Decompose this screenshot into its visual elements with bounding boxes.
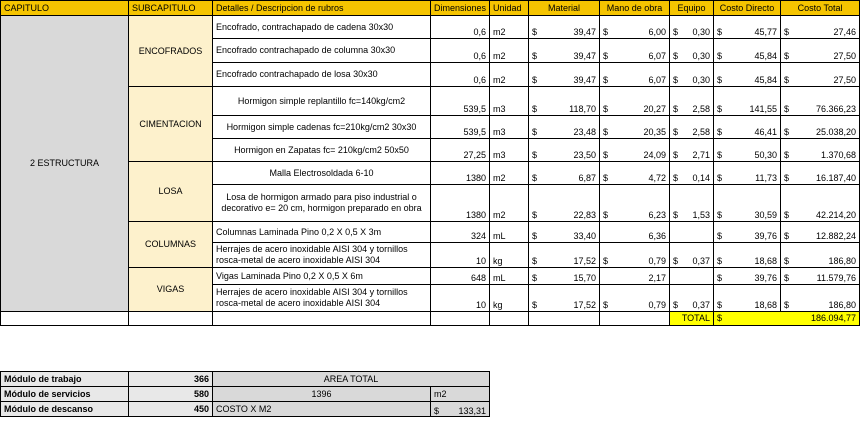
modulo-trabajo-value[interactable]: 366 <box>129 372 213 387</box>
costo-directo-cell[interactable] <box>714 63 781 87</box>
equipo-cell-value: 2,58 <box>692 104 711 114</box>
descripcion-cell[interactable]: Hormigon en Zapatas fc= 210kg/cm2 50x50 <box>213 139 431 162</box>
costo-directo-cell[interactable] <box>714 222 781 243</box>
descripcion-cell[interactable]: Herrajes de acero inoxidable AISI 304 y tornillos rosca-metal de acero inoxidable AISI 304 <box>213 285 431 312</box>
area-total-value[interactable]: 1396 <box>213 387 431 402</box>
header-equipo[interactable]: Equipo <box>670 1 714 16</box>
costo-directo-cell[interactable] <box>714 139 781 162</box>
mano-obra-cell-value: 4,72 <box>648 173 667 183</box>
material-cell-value: 22,83 <box>573 210 597 220</box>
subcapitulo-cell[interactable]: CIMENTACION <box>129 87 213 162</box>
material-cell[interactable] <box>529 243 600 268</box>
mano-obra-cell-value: 6,00 <box>648 27 667 37</box>
descripcion-cell[interactable]: Losa de hormigon armado para piso industrial o decorativo e= 20 cm, hormigon preparado en obra <box>213 185 431 222</box>
area-total-label[interactable]: AREA TOTAL <box>213 372 490 387</box>
costo-m2-currency: $ <box>434 406 440 416</box>
unidad-cell[interactable]: m2 <box>490 162 529 185</box>
mano-obra-cell[interactable] <box>600 39 670 63</box>
costo-directo-cell-value: 30,59 <box>754 210 778 220</box>
material-cell-currency: $ <box>532 273 538 283</box>
material-cell-value: 17,52 <box>573 300 597 310</box>
equipo-cell[interactable] <box>670 63 714 87</box>
material-cell-value: 23,48 <box>573 127 597 137</box>
empty-cell <box>129 312 213 326</box>
costo-total-cell-value: 1.370,68 <box>820 150 857 160</box>
mano-obra-cell[interactable] <box>600 285 670 312</box>
unidad-cell[interactable]: m2 <box>490 185 529 222</box>
material-cell[interactable] <box>529 87 600 116</box>
header-unidad[interactable]: Unidad <box>490 1 529 16</box>
costo-directo-cell[interactable] <box>714 39 781 63</box>
table-row <box>1 162 860 185</box>
costo-total-cell-value: 16.187,40 <box>815 173 857 183</box>
table-row <box>1 268 860 285</box>
mano-obra-cell[interactable] <box>600 139 670 162</box>
mano-obra-cell-value: 6,36 <box>648 231 667 241</box>
costo-directo-cell-value: 11,73 <box>755 173 778 183</box>
equipo-cell-value: 0,30 <box>692 51 711 61</box>
modulo-trabajo-label[interactable]: Módulo de trabajo <box>1 372 129 387</box>
mano-obra-cell-value: 6,23 <box>648 210 667 220</box>
mano-obra-cell[interactable] <box>600 185 670 222</box>
mano-obra-cell-value: 20,27 <box>643 104 667 114</box>
material-cell-currency: $ <box>532 27 538 37</box>
costo-total-cell-currency: $ <box>784 256 790 266</box>
costo-total-cell-value: 27,50 <box>833 51 857 61</box>
costo-total-cell-currency: $ <box>784 104 790 114</box>
costo-directo-cell-currency: $ <box>717 300 723 310</box>
dimension-cell[interactable]: 0,6 <box>431 16 490 39</box>
total-value: 186.094,77 <box>810 313 857 323</box>
mano-obra-cell[interactable] <box>600 116 670 139</box>
descripcion-cell[interactable]: Malla Electrosoldada 6-10 <box>213 162 431 185</box>
material-cell[interactable] <box>529 222 600 243</box>
costo-total-cell-value: 76.366,23 <box>815 104 857 114</box>
dimension-cell[interactable]: 10 <box>431 285 490 312</box>
equipo-cell-value: 1,53 <box>692 210 711 220</box>
costo-total-cell-currency: $ <box>784 150 790 160</box>
material-cell-value: 6,87 <box>578 173 597 183</box>
header-dimensiones[interactable]: Dimensiones <box>431 1 490 16</box>
equipo-cell[interactable] <box>670 285 714 312</box>
costo-total-cell-value: 25.038,20 <box>815 127 857 137</box>
descripcion-cell[interactable]: Encofrado, contrachapado de cadena 30x30 <box>213 16 431 39</box>
unidad-cell[interactable]: m2 <box>490 63 529 87</box>
descripcion-cell[interactable]: Columnas Laminada Pino 0,2 X 0,5 X 3m <box>213 222 431 243</box>
material-cell[interactable] <box>529 185 600 222</box>
descripcion-cell[interactable]: Hormigon simple cadenas fc=210kg/cm2 30x30 <box>213 116 431 139</box>
empty-cell <box>213 312 431 326</box>
equipo-cell-currency: $ <box>673 75 679 85</box>
material-cell[interactable] <box>529 139 600 162</box>
costo-directo-cell-currency: $ <box>717 173 723 183</box>
costo-directo-cell-currency: $ <box>717 256 723 266</box>
mano-obra-cell[interactable] <box>600 243 670 268</box>
material-cell[interactable] <box>529 63 600 87</box>
mano-obra-cell-value: 6,07 <box>648 75 667 85</box>
mano-obra-cell[interactable] <box>600 222 670 243</box>
mano-obra-cell-currency: $ <box>603 51 609 61</box>
equipo-cell[interactable] <box>670 87 714 116</box>
material-cell[interactable] <box>529 268 600 285</box>
dimension-cell[interactable]: 1380 <box>431 185 490 222</box>
costo-total-cell[interactable] <box>781 285 860 312</box>
costo-total-cell[interactable] <box>781 63 860 87</box>
header-costo-total[interactable]: Costo Total <box>781 1 860 16</box>
header-costo-directo[interactable]: Costo Directo <box>714 1 781 16</box>
mano-obra-cell[interactable] <box>600 16 670 39</box>
mano-obra-cell-value: 24,09 <box>643 150 667 160</box>
area-total-unit[interactable]: m2 <box>431 387 490 402</box>
dimension-cell[interactable]: 0,6 <box>431 39 490 63</box>
material-cell[interactable] <box>529 39 600 63</box>
header-capitulo[interactable]: CAPITULO <box>1 1 129 16</box>
costo-total-cell-currency: $ <box>784 231 790 241</box>
costo-directo-cell-value: 46,41 <box>754 127 778 137</box>
empty-cell <box>1 312 129 326</box>
costo-total-cell-value: 27,50 <box>833 75 857 85</box>
costo-directo-cell-currency: $ <box>717 150 723 160</box>
mano-obra-cell-currency: $ <box>603 27 609 37</box>
mano-obra-cell-currency: $ <box>603 256 609 266</box>
table-row <box>1 222 860 243</box>
costo-total-cell[interactable] <box>781 162 860 185</box>
mano-obra-cell-currency: $ <box>603 104 609 114</box>
material-cell-currency: $ <box>532 300 538 310</box>
material-cell-value: 23,50 <box>573 150 597 160</box>
costo-total-cell-currency: $ <box>784 273 790 283</box>
dimension-cell[interactable]: 27,25 <box>431 139 490 162</box>
empty-cell <box>529 312 600 326</box>
equipo-cell-currency: $ <box>673 104 679 114</box>
mano-obra-cell[interactable] <box>600 268 670 285</box>
costo-total-cell[interactable] <box>781 222 860 243</box>
costo-directo-cell-currency: $ <box>717 231 723 241</box>
equipo-cell-currency: $ <box>673 150 679 160</box>
modulo-descanso-label[interactable]: Módulo de descanso <box>1 402 129 417</box>
equipo-cell[interactable] <box>670 39 714 63</box>
costo-total-cell-currency: $ <box>784 300 790 310</box>
descripcion-cell[interactable]: Encofrado contrachapado de columna 30x30 <box>213 39 431 63</box>
total-currency: $ <box>717 313 723 323</box>
costo-directo-cell-currency: $ <box>717 210 723 220</box>
unidad-cell[interactable]: m2 <box>490 39 529 63</box>
costo-directo-cell-currency: $ <box>717 51 723 61</box>
material-cell-value: 39,47 <box>573 51 597 61</box>
costo-m2-cell[interactable] <box>431 402 490 417</box>
header-mano-obra[interactable]: Mano de obra <box>600 1 670 16</box>
costo-directo-cell[interactable] <box>714 116 781 139</box>
material-cell[interactable] <box>529 16 600 39</box>
mano-obra-cell[interactable] <box>600 63 670 87</box>
costo-total-cell-currency: $ <box>784 51 790 61</box>
total-row <box>1 312 860 326</box>
costo-directo-cell-currency: $ <box>717 273 723 283</box>
subcapitulo-cell[interactable]: LOSA <box>129 162 213 222</box>
equipo-cell-value: 2,71 <box>692 150 711 160</box>
descripcion-cell[interactable]: Herrajes de acero inoxidable AISI 304 y tornillos rosca-metal de acero inoxidable AISI 304 <box>213 243 431 268</box>
costo-total-cell[interactable] <box>781 16 860 39</box>
costo-total-cell-currency: $ <box>784 27 790 37</box>
summary-row-servicios <box>1 387 490 402</box>
descripcion-cell[interactable]: Hormigon simple replantillo fc=140kg/cm2 <box>213 87 431 116</box>
header-row <box>1 1 860 16</box>
subcapitulo-cell[interactable]: ENCOFRADOS <box>129 16 213 87</box>
unidad-cell[interactable]: kg <box>490 243 529 268</box>
costo-directo-cell[interactable] <box>714 87 781 116</box>
equipo-cell-currency: $ <box>673 27 679 37</box>
summary-row-descanso <box>1 402 490 417</box>
unidad-cell[interactable]: kg <box>490 285 529 312</box>
equipo-cell-currency: $ <box>673 173 679 183</box>
material-cell-currency: $ <box>532 150 538 160</box>
costo-total-cell[interactable] <box>781 116 860 139</box>
costo-total-cell-currency: $ <box>784 173 790 183</box>
equipo-cell-currency: $ <box>673 210 679 220</box>
costo-directo-cell-value: 39,76 <box>754 231 778 241</box>
dimension-cell[interactable]: 648 <box>431 268 490 285</box>
empty-cell <box>490 312 529 326</box>
costo-m2-label[interactable]: COSTO X M2 <box>213 402 431 417</box>
costo-directo-cell[interactable] <box>714 16 781 39</box>
costo-total-cell[interactable] <box>781 139 860 162</box>
material-cell-value: 39,47 <box>573 75 597 85</box>
costo-total-cell-value: 27,46 <box>833 27 857 37</box>
material-cell-value: 33,40 <box>573 231 597 241</box>
summary-row-trabajo <box>1 372 490 387</box>
unidad-cell[interactable]: m3 <box>490 116 529 139</box>
material-cell-currency: $ <box>532 104 538 114</box>
dimension-cell[interactable]: 0,6 <box>431 63 490 87</box>
costo-directo-cell-value: 18,68 <box>754 256 778 266</box>
costo-total-cell-value: 11.579,76 <box>816 273 857 283</box>
costo-directo-cell-value: 141,55 <box>749 104 778 114</box>
material-cell-currency: $ <box>532 173 538 183</box>
costo-directo-cell-value: 45,77 <box>754 27 778 37</box>
costo-total-cell[interactable] <box>781 39 860 63</box>
table-row <box>1 16 860 39</box>
costo-total-cell[interactable] <box>781 243 860 268</box>
unidad-cell[interactable]: m2 <box>490 16 529 39</box>
header-subcapitulo[interactable]: SUBCAPITULO <box>129 1 213 16</box>
equipo-cell[interactable] <box>670 139 714 162</box>
table-row <box>1 87 860 116</box>
modulo-servicios-label[interactable]: Módulo de servicios <box>1 387 129 402</box>
material-cell[interactable] <box>529 162 600 185</box>
mano-obra-cell-currency: $ <box>603 173 609 183</box>
material-cell-currency: $ <box>532 256 538 266</box>
costo-total-cell-value: 186,80 <box>828 300 857 310</box>
subcapitulo-cell[interactable]: COLUMNAS <box>129 222 213 268</box>
capitulo-cell[interactable]: 2 ESTRUCTURA <box>1 16 129 312</box>
costo-total-cell-currency: $ <box>784 75 790 85</box>
material-cell-value: 17,52 <box>573 256 597 266</box>
unidad-cell[interactable]: m3 <box>490 87 529 116</box>
empty-cell <box>600 312 670 326</box>
costo-total-cell-value: 186,80 <box>828 256 857 266</box>
dimension-cell[interactable]: 324 <box>431 222 490 243</box>
equipo-cell-value: 0,37 <box>692 300 711 310</box>
mano-obra-cell[interactable] <box>600 87 670 116</box>
dimension-cell[interactable]: 539,5 <box>431 87 490 116</box>
equipo-cell-currency: $ <box>673 256 679 266</box>
material-cell-currency: $ <box>532 210 538 220</box>
equipo-cell-currency: $ <box>673 51 679 61</box>
equipo-cell-value: 0,37 <box>692 256 711 266</box>
costo-directo-cell-currency: $ <box>717 104 723 114</box>
equipo-cell-value: 0,30 <box>692 75 711 85</box>
equipo-cell[interactable] <box>670 162 714 185</box>
header-detalles[interactable]: Detalles / Descripcion de rubros <box>213 1 431 16</box>
equipo-cell-currency: $ <box>673 300 679 310</box>
descripcion-cell[interactable]: Encofrado contrachapado de losa 30x30 <box>213 63 431 87</box>
costo-directo-cell[interactable] <box>714 285 781 312</box>
equipo-cell-currency: $ <box>673 127 679 137</box>
costo-directo-cell[interactable] <box>714 268 781 285</box>
equipo-cell[interactable] <box>670 222 714 243</box>
mano-obra-cell-currency: $ <box>603 75 609 85</box>
costo-total-cell-value: 42.214,20 <box>815 210 857 220</box>
dimension-cell[interactable]: 1380 <box>431 162 490 185</box>
summary-table <box>0 371 490 417</box>
material-cell-currency: $ <box>532 51 538 61</box>
equipo-cell[interactable] <box>670 268 714 285</box>
unidad-cell[interactable]: mL <box>490 222 529 243</box>
mano-obra-cell-value: 0,79 <box>648 300 667 310</box>
costo-total-cell[interactable] <box>781 268 860 285</box>
material-cell-currency: $ <box>532 127 538 137</box>
costo-directo-cell-value: 39,76 <box>754 273 778 283</box>
mano-obra-cell-currency: $ <box>603 210 609 220</box>
costo-total-cell-value: 12.882,24 <box>815 231 857 241</box>
total-label[interactable]: TOTAL <box>670 312 714 326</box>
subcapitulo-cell[interactable]: VIGAS <box>129 268 213 312</box>
unidad-cell[interactable]: m3 <box>490 139 529 162</box>
header-material[interactable]: Material <box>529 1 600 16</box>
material-cell-value: 118,70 <box>569 104 597 114</box>
equipo-cell[interactable] <box>670 16 714 39</box>
costo-directo-cell[interactable] <box>714 162 781 185</box>
mano-obra-cell-value: 6,07 <box>648 51 667 61</box>
costo-directo-cell-currency: $ <box>717 27 723 37</box>
costo-directo-cell-value: 45,84 <box>754 51 778 61</box>
material-cell-currency: $ <box>532 75 538 85</box>
unidad-cell[interactable]: mL <box>490 268 529 285</box>
material-cell[interactable] <box>529 116 600 139</box>
mano-obra-cell-currency: $ <box>603 300 609 310</box>
material-cell-value: 15,70 <box>573 273 597 283</box>
costo-directo-cell-value: 18,68 <box>754 300 778 310</box>
costo-directo-cell-value: 50,30 <box>754 150 778 160</box>
costo-directo-cell[interactable] <box>714 185 781 222</box>
material-cell-currency: $ <box>532 231 538 241</box>
mano-obra-cell-value: 20,35 <box>643 127 667 137</box>
costo-directo-cell-value: 45,84 <box>754 75 778 85</box>
costo-m2-value: 133,31 <box>458 406 486 416</box>
costo-total-cell[interactable] <box>781 87 860 116</box>
costo-total-cell-currency: $ <box>784 127 790 137</box>
costo-total-cell-currency: $ <box>784 210 790 220</box>
empty-cell <box>431 312 490 326</box>
total-value-cell[interactable] <box>714 312 860 326</box>
mano-obra-cell[interactable] <box>600 162 670 185</box>
material-cell-value: 39,47 <box>573 27 597 37</box>
descripcion-cell[interactable]: Vigas Laminada Pino 0,2 X 0,5 X 6m <box>213 268 431 285</box>
equipo-cell[interactable] <box>670 116 714 139</box>
equipo-cell-value: 0,30 <box>692 27 711 37</box>
costo-total-cell[interactable] <box>781 185 860 222</box>
mano-obra-cell-value: 0,79 <box>648 256 667 266</box>
mano-obra-cell-currency: $ <box>603 127 609 137</box>
mano-obra-cell-value: 2,17 <box>648 273 667 283</box>
dimension-cell[interactable]: 10 <box>431 243 490 268</box>
dimension-cell[interactable]: 539,5 <box>431 116 490 139</box>
costo-directo-cell-currency: $ <box>717 75 723 85</box>
equipo-cell-value: 2,58 <box>692 127 711 137</box>
costo-directo-cell-currency: $ <box>717 127 723 137</box>
costo-directo-cell[interactable] <box>714 243 781 268</box>
modulo-descanso-value[interactable]: 450 <box>129 402 213 417</box>
equipo-cell-value: 0,14 <box>692 173 711 183</box>
mano-obra-cell-currency: $ <box>603 150 609 160</box>
equipo-cell[interactable] <box>670 243 714 268</box>
modulo-servicios-value[interactable]: 580 <box>129 387 213 402</box>
equipo-cell[interactable] <box>670 185 714 222</box>
material-cell[interactable] <box>529 285 600 312</box>
